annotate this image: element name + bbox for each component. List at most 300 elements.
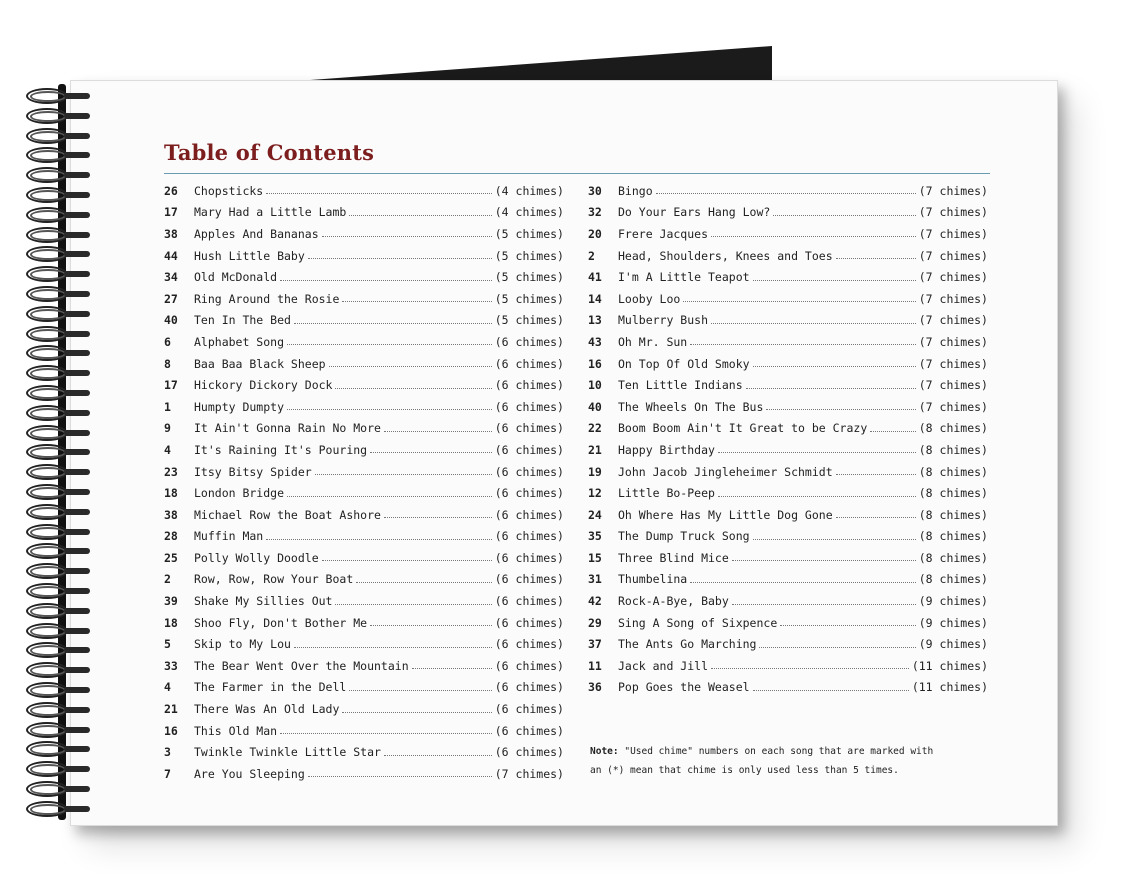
toc-row	[164, 418, 564, 440]
chime-count: (6 chimes)	[494, 658, 564, 673]
chime-count: (6 chimes)	[494, 464, 564, 479]
song-number: 12	[588, 486, 602, 501]
song-number: 3	[164, 745, 171, 760]
song-title: Old McDonald	[194, 270, 278, 285]
song-number: 17	[164, 205, 178, 220]
song-title: On Top Of Old Smoky	[618, 356, 750, 371]
chime-count: (7 chimes)	[918, 378, 988, 393]
spiral-binding	[26, 88, 96, 816]
song-number: 16	[588, 356, 602, 371]
song-number: 31	[588, 572, 602, 587]
spiral-coil	[26, 326, 90, 342]
song-title: Do Your Ears Hang Low?	[618, 205, 771, 220]
dot-leader	[370, 617, 492, 626]
song-number: 2	[588, 248, 595, 263]
toc-row	[588, 633, 988, 655]
song-number: 7	[164, 766, 171, 781]
chime-count: (6 chimes)	[494, 442, 564, 457]
toc-row	[588, 266, 988, 288]
song-title: The Wheels On The Bus	[618, 399, 764, 414]
song-title: Rock-A-Bye, Baby	[618, 594, 729, 609]
chime-count: (7 chimes)	[918, 226, 988, 241]
dot-leader	[780, 617, 916, 626]
chime-count: (7 chimes)	[918, 334, 988, 349]
chime-count: (6 chimes)	[494, 529, 564, 544]
song-title: Bingo	[618, 183, 653, 198]
spiral-coil	[26, 266, 90, 282]
song-title: Looby Loo	[618, 291, 681, 306]
chime-count: (8 chimes)	[918, 507, 988, 522]
spiral-coil	[26, 722, 90, 738]
chime-count: (7 chimes)	[918, 313, 988, 328]
dot-leader	[322, 552, 492, 561]
toc-row	[164, 266, 564, 288]
song-title: This Old Man	[194, 723, 278, 738]
song-number: 21	[588, 442, 602, 457]
spiral-coil	[26, 147, 90, 163]
chime-count: (6 chimes)	[494, 356, 564, 371]
toc-row	[164, 482, 564, 504]
spiral-coil	[26, 524, 90, 540]
spiral-coil	[26, 286, 90, 302]
dot-leader	[335, 596, 491, 605]
song-title: Ten Little Indians	[618, 378, 743, 393]
chime-count: (5 chimes)	[494, 313, 564, 328]
chime-count: (6 chimes)	[494, 550, 564, 565]
dot-leader	[287, 401, 492, 410]
dot-leader	[356, 574, 492, 583]
chime-count: (5 chimes)	[494, 291, 564, 306]
chime-count: (7 chimes)	[918, 399, 988, 414]
spiral-coil	[26, 682, 90, 698]
song-number: 17	[164, 378, 178, 393]
song-number: 40	[588, 399, 602, 414]
chime-count: (11 chimes)	[911, 680, 988, 695]
dot-leader	[342, 293, 491, 302]
song-title: Sing A Song of Sixpence	[618, 615, 778, 630]
toc-row	[164, 504, 564, 526]
dot-leader	[384, 423, 492, 432]
spiral-coil	[26, 623, 90, 639]
chime-count: (7 chimes)	[918, 183, 988, 198]
toc-row	[164, 526, 564, 548]
dot-leader	[766, 401, 915, 410]
song-title: Twinkle Twinkle Little Star	[194, 745, 381, 760]
toc-row	[588, 590, 988, 612]
spiral-coil	[26, 801, 90, 817]
song-number: 24	[588, 507, 602, 522]
dot-leader	[753, 272, 916, 281]
dot-leader	[294, 639, 492, 648]
dot-leader	[870, 423, 916, 432]
dot-leader	[683, 293, 915, 302]
song-title: Shoo Fly, Don't Bother Me	[194, 615, 368, 630]
song-title: Polly Wolly Doodle	[194, 550, 319, 565]
toc-row	[164, 396, 564, 418]
dot-leader	[773, 207, 915, 216]
toc-left-column	[164, 180, 564, 785]
chime-count: (6 chimes)	[494, 572, 564, 587]
song-title: Baa Baa Black Sheep	[194, 356, 326, 371]
dot-leader	[753, 682, 909, 691]
song-title: Ring Around the Rosie	[194, 291, 340, 306]
toc-row	[164, 569, 564, 591]
song-title: Little Bo-Peep	[618, 486, 715, 501]
dot-leader	[294, 315, 492, 324]
toc-row	[588, 288, 988, 310]
song-title: Shake My Sillies Out	[194, 594, 333, 609]
toc-row	[588, 331, 988, 353]
toc-row	[164, 612, 564, 634]
song-title: The Dump Truck Song	[618, 529, 750, 544]
song-number: 33	[164, 658, 178, 673]
dot-leader	[711, 660, 909, 669]
footnote-line-2: an (*) mean that chime is only used less than 5 times.	[590, 765, 899, 776]
dot-leader	[732, 552, 916, 561]
chime-count: (8 chimes)	[918, 486, 988, 501]
toc-row	[164, 353, 564, 375]
toc-row	[164, 741, 564, 763]
spiral-coil	[26, 583, 90, 599]
spiral-coil	[26, 702, 90, 718]
dot-leader	[746, 380, 916, 389]
song-title: The Bear Went Over the Mountain	[194, 658, 409, 673]
song-number: 4	[164, 680, 171, 695]
dot-leader	[690, 574, 916, 583]
title-rule	[164, 173, 990, 174]
spiral-coil	[26, 543, 90, 559]
dot-leader	[322, 228, 492, 237]
song-number: 20	[588, 226, 602, 241]
chime-count: (11 chimes)	[911, 658, 988, 673]
chime-count: (5 chimes)	[494, 226, 564, 241]
song-title: Muffin Man	[194, 529, 264, 544]
spiral-coil	[26, 761, 90, 777]
song-number: 25	[164, 550, 178, 565]
song-number: 37	[588, 637, 602, 652]
song-number: 38	[164, 507, 178, 522]
dot-leader	[266, 185, 492, 194]
song-number: 21	[164, 702, 178, 717]
song-number: 41	[588, 270, 602, 285]
toc-row	[164, 655, 564, 677]
dot-leader	[349, 682, 491, 691]
song-number: 39	[164, 594, 178, 609]
song-title: Are You Sleeping	[194, 766, 305, 781]
spiral-coil	[26, 187, 90, 203]
toc-row	[164, 439, 564, 461]
dot-leader	[280, 725, 492, 734]
song-title: Frere Jacques	[618, 226, 709, 241]
dot-leader	[335, 380, 491, 389]
dot-leader	[342, 704, 491, 713]
spiral-coil	[26, 603, 90, 619]
chime-count: (8 chimes)	[918, 572, 988, 587]
song-title: Oh Mr. Sun	[618, 334, 688, 349]
chime-count: (6 chimes)	[494, 702, 564, 717]
spiral-coil	[26, 108, 90, 124]
toc-row	[588, 180, 988, 202]
chime-count: (5 chimes)	[494, 270, 564, 285]
chime-count: (8 chimes)	[918, 442, 988, 457]
toc-row	[588, 245, 988, 267]
song-number: 18	[164, 486, 178, 501]
chime-count: (4 chimes)	[494, 183, 564, 198]
chime-count: (8 chimes)	[918, 421, 988, 436]
spiral-coil	[26, 781, 90, 797]
song-title: Itsy Bitsy Spider	[194, 464, 312, 479]
song-number: 38	[164, 226, 178, 241]
song-title: Alphabet Song	[194, 334, 285, 349]
dot-leader	[759, 639, 915, 648]
chime-count: (7 chimes)	[918, 205, 988, 220]
chime-count: (8 chimes)	[918, 529, 988, 544]
dot-leader	[711, 315, 916, 324]
song-title: John Jacob Jingleheimer Schmidt	[618, 464, 833, 479]
dot-leader	[732, 596, 916, 605]
chime-count: (6 chimes)	[494, 486, 564, 501]
song-number: 29	[588, 615, 602, 630]
chime-count: (7 chimes)	[918, 248, 988, 263]
dot-leader	[753, 531, 916, 540]
spiral-coil	[26, 246, 90, 262]
toc-row	[588, 202, 988, 224]
chime-count: (6 chimes)	[494, 637, 564, 652]
song-number: 19	[588, 464, 602, 479]
song-number: 18	[164, 615, 178, 630]
chime-count: (5 chimes)	[494, 248, 564, 263]
song-number: 13	[588, 313, 602, 328]
chime-count: (6 chimes)	[494, 723, 564, 738]
toc-row	[588, 310, 988, 332]
song-title: There Was An Old Lady	[194, 702, 340, 717]
chime-count: (6 chimes)	[494, 378, 564, 393]
chime-count: (6 chimes)	[494, 507, 564, 522]
dot-leader	[718, 488, 916, 497]
song-title: Hush Little Baby	[194, 248, 305, 263]
toc-right-column	[588, 180, 988, 698]
chime-count: (4 chimes)	[494, 205, 564, 220]
song-title: I'm A Little Teapot	[618, 270, 750, 285]
chime-count: (7 chimes)	[918, 270, 988, 285]
chime-count: (8 chimes)	[918, 550, 988, 565]
song-title: Row, Row, Row Your Boat	[194, 572, 354, 587]
song-title: Three Blind Mice	[618, 550, 729, 565]
song-title: It Ain't Gonna Rain No More	[194, 421, 381, 436]
dot-leader	[315, 466, 492, 475]
toc-row	[164, 331, 564, 353]
chime-count: (6 chimes)	[494, 680, 564, 695]
song-title: Hickory Dickory Dock	[194, 378, 333, 393]
toc-row	[588, 547, 988, 569]
chime-count: (7 chimes)	[918, 291, 988, 306]
song-title: Humpty Dumpty	[194, 399, 285, 414]
toc-row	[164, 202, 564, 224]
song-number: 30	[588, 183, 602, 198]
song-number: 32	[588, 205, 602, 220]
toc-row	[588, 223, 988, 245]
dot-leader	[412, 660, 492, 669]
dot-leader	[753, 358, 916, 367]
chime-count: (6 chimes)	[494, 334, 564, 349]
chime-count: (7 chimes)	[494, 766, 564, 781]
song-title: Boom Boom Ain't It Great to be Crazy	[618, 421, 868, 436]
song-number: 16	[164, 723, 178, 738]
song-title: Michael Row the Boat Ashore	[194, 507, 381, 522]
dot-leader	[718, 444, 916, 453]
song-title: The Ants Go Marching	[618, 637, 757, 652]
song-number: 6	[164, 334, 171, 349]
dot-leader	[384, 747, 492, 756]
spiral-coil	[26, 365, 90, 381]
chime-count: (6 chimes)	[494, 745, 564, 760]
chime-count: (6 chimes)	[494, 399, 564, 414]
toc-row	[164, 310, 564, 332]
song-number: 27	[164, 291, 178, 306]
toc-row	[164, 677, 564, 699]
song-number: 15	[588, 550, 602, 565]
song-title: London Bridge	[194, 486, 285, 501]
toc-row	[164, 633, 564, 655]
song-number: 8	[164, 356, 171, 371]
dot-leader	[690, 336, 916, 345]
toc-row	[588, 655, 988, 677]
spiral-coil	[26, 741, 90, 757]
spiral-coil	[26, 345, 90, 361]
spiral-coil	[26, 642, 90, 658]
song-number: 2	[164, 572, 171, 587]
toc-row	[164, 461, 564, 483]
spiral-coil	[26, 484, 90, 500]
toc-row	[588, 569, 988, 591]
song-number: 44	[164, 248, 178, 263]
toc-row	[588, 504, 988, 526]
song-number: 26	[164, 183, 178, 198]
song-number: 9	[164, 421, 171, 436]
song-number: 28	[164, 529, 178, 544]
song-number: 43	[588, 334, 602, 349]
toc-row	[588, 439, 988, 461]
song-number: 5	[164, 637, 171, 652]
dot-leader	[370, 444, 492, 453]
toc-row	[164, 763, 564, 785]
song-title: Jack and Jill	[618, 658, 709, 673]
dot-leader	[656, 185, 916, 194]
toc-row	[164, 698, 564, 720]
song-number: 14	[588, 291, 602, 306]
dot-leader	[836, 250, 916, 259]
song-number: 1	[164, 399, 171, 414]
spiral-coil	[26, 167, 90, 183]
dot-leader	[711, 228, 916, 237]
song-title: Apples And Bananas	[194, 226, 319, 241]
dot-leader	[836, 509, 916, 518]
spiral-coil	[26, 504, 90, 520]
spiral-coil	[26, 444, 90, 460]
dot-leader	[384, 509, 492, 518]
song-number: 35	[588, 529, 602, 544]
song-title: Oh Where Has My Little Dog Gone	[618, 507, 833, 522]
song-number: 23	[164, 464, 178, 479]
footnote-label: Note:	[590, 746, 619, 757]
song-title: Pop Goes the Weasel	[618, 680, 750, 695]
dot-leader	[287, 336, 492, 345]
spiral-coil	[26, 227, 90, 243]
toc-row	[164, 547, 564, 569]
spiral-coil	[26, 563, 90, 579]
spiral-coil	[26, 425, 90, 441]
song-number: 36	[588, 680, 602, 695]
song-number: 10	[588, 378, 602, 393]
footnote-line-1	[590, 742, 990, 761]
song-title: It's Raining It's Pouring	[194, 442, 368, 457]
chime-count: (6 chimes)	[494, 615, 564, 630]
dot-leader	[836, 466, 916, 475]
toc-row	[164, 720, 564, 742]
spiral-coil	[26, 464, 90, 480]
dot-leader	[287, 488, 492, 497]
spiral-coil	[26, 128, 90, 144]
footnote	[590, 742, 990, 780]
spiral-coil	[26, 385, 90, 401]
song-title: Thumbelina	[618, 572, 688, 587]
song-title: Happy Birthday	[618, 442, 715, 457]
dot-leader	[266, 531, 492, 540]
toc-row	[164, 374, 564, 396]
spiral-coil	[26, 405, 90, 421]
chime-count: (6 chimes)	[494, 594, 564, 609]
toc-row	[164, 288, 564, 310]
toc-row	[588, 374, 988, 396]
spiral-coil	[26, 88, 90, 104]
dot-leader	[308, 768, 492, 777]
song-number: 40	[164, 313, 178, 328]
spiral-coil	[26, 207, 90, 223]
chime-count: (9 chimes)	[918, 637, 988, 652]
chime-count: (9 chimes)	[918, 594, 988, 609]
dot-leader	[308, 250, 492, 259]
toc-row	[588, 396, 988, 418]
toc-row	[164, 223, 564, 245]
song-title: Chopsticks	[194, 183, 264, 198]
footnote-text-1: "Used chime" numbers on each song that are marked with	[624, 746, 934, 757]
toc-row	[588, 612, 988, 634]
song-title: Head, Shoulders, Knees and Toes	[618, 248, 833, 263]
song-title: The Farmer in the Dell	[194, 680, 347, 695]
toc-row	[164, 245, 564, 267]
song-number: 22	[588, 421, 602, 436]
dot-leader	[280, 272, 492, 281]
toc-row	[588, 677, 988, 699]
song-number: 34	[164, 270, 178, 285]
toc-row	[588, 482, 988, 504]
page-title: Table of Contents	[164, 140, 375, 165]
song-title: Mary Had a Little Lamb	[194, 205, 347, 220]
song-number: 11	[588, 658, 602, 673]
song-title: Mulberry Bush	[618, 313, 709, 328]
toc-row	[588, 526, 988, 548]
spiral-coil	[26, 306, 90, 322]
song-number: 42	[588, 594, 602, 609]
dot-leader	[349, 207, 491, 216]
spiral-coil	[26, 662, 90, 678]
song-title: Skip to My Lou	[194, 637, 291, 652]
dot-leader	[329, 358, 492, 367]
chime-count: (9 chimes)	[918, 615, 988, 630]
song-number: 4	[164, 442, 171, 457]
chime-count: (6 chimes)	[494, 421, 564, 436]
chime-count: (8 chimes)	[918, 464, 988, 479]
